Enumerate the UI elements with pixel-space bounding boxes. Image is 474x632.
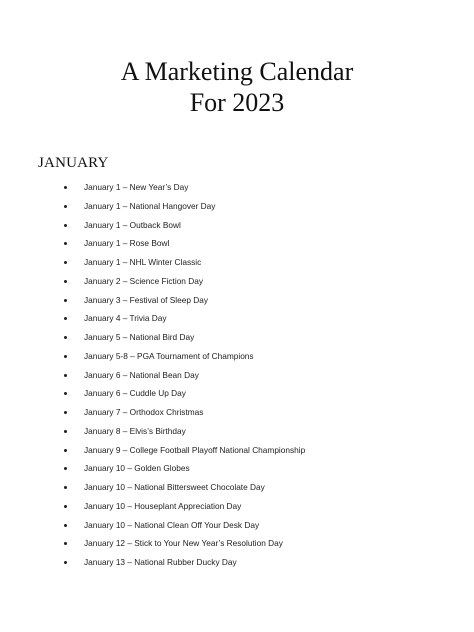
list-item xyxy=(0,366,474,385)
list-item xyxy=(0,234,474,253)
bullet-icon xyxy=(64,430,67,433)
document-title-line-2: For 2023 xyxy=(189,88,285,117)
list-item xyxy=(0,272,474,291)
list-item xyxy=(0,197,474,216)
section-heading: JANUARY xyxy=(38,155,109,171)
event-text: January 12 – Stick to Your New Year’s Resolution Day xyxy=(84,538,283,549)
event-text: January 5 – National Bird Day xyxy=(84,332,195,342)
list-item xyxy=(0,291,474,310)
event-text: January 1 – NHL Winter Classic xyxy=(84,257,202,267)
bullet-icon xyxy=(64,467,67,470)
bullet-icon xyxy=(64,261,67,264)
list-item xyxy=(0,328,474,347)
event-text: January 1 – Outback Bowl xyxy=(84,219,181,230)
bullet-icon xyxy=(64,411,67,414)
list-item xyxy=(0,403,474,422)
event-text: January 10 – Golden Globes xyxy=(84,463,190,474)
list-item xyxy=(0,422,474,441)
event-text: January 9 – College Football Playoff National Championship xyxy=(84,444,306,455)
list-item xyxy=(0,553,474,572)
event-text: January 4 – Trivia Day xyxy=(84,313,167,324)
event-text: January 5-8 – PGA Tournament of Champions xyxy=(84,350,254,361)
bullet-icon xyxy=(64,280,67,283)
bullet-icon xyxy=(64,542,67,545)
bullet-icon xyxy=(64,299,67,302)
document-title-line-1: A Marketing Calendar xyxy=(120,57,354,86)
bullet-icon xyxy=(64,392,67,395)
list-item xyxy=(0,253,474,272)
event-text: January 7 – Orthodox Christmas xyxy=(84,407,204,417)
list-item xyxy=(0,497,474,516)
event-text: January 2 – Science Fiction Day xyxy=(84,275,203,286)
bullet-icon xyxy=(64,205,67,208)
list-item xyxy=(0,309,474,328)
event-text: January 6 – National Bean Day xyxy=(84,369,199,380)
list-item xyxy=(0,441,474,460)
bullet-icon xyxy=(64,524,67,527)
bullet-icon xyxy=(64,355,67,358)
event-text: January 1 – National Hangover Day xyxy=(84,200,216,211)
list-item xyxy=(0,384,474,403)
event-text: January 10 – National Clean Off Your Desk Day xyxy=(84,519,260,530)
list-item xyxy=(0,459,474,478)
event-text: January 13 – National Rubber Ducky Day xyxy=(84,557,237,567)
event-list xyxy=(0,178,474,572)
bullet-icon xyxy=(64,374,67,377)
bullet-icon xyxy=(64,317,67,320)
event-text: January 8 – Elvis’s Birthday xyxy=(84,425,186,436)
event-text: January 1 – Rose Bowl xyxy=(84,238,170,249)
event-text: January 1 – New Year’s Day xyxy=(84,182,189,192)
bullet-icon xyxy=(64,505,67,508)
event-text: January 10 – Houseplant Appreciation Day xyxy=(84,500,242,511)
bullet-icon xyxy=(64,561,67,564)
event-text: January 10 – National Bittersweet Chocolate Day xyxy=(84,482,265,492)
bullet-icon xyxy=(64,449,67,452)
bullet-icon xyxy=(64,186,67,189)
bullet-icon xyxy=(64,486,67,489)
list-item xyxy=(0,516,474,535)
list-item xyxy=(0,534,474,553)
bullet-icon xyxy=(64,336,67,339)
bullet-icon xyxy=(64,224,67,227)
event-text: January 6 – Cuddle Up Day xyxy=(84,388,186,399)
list-item xyxy=(0,216,474,235)
list-item xyxy=(0,178,474,197)
event-text: January 3 – Festival of Sleep Day xyxy=(84,294,209,305)
list-item xyxy=(0,478,474,497)
list-item xyxy=(0,347,474,366)
bullet-icon xyxy=(64,242,67,245)
